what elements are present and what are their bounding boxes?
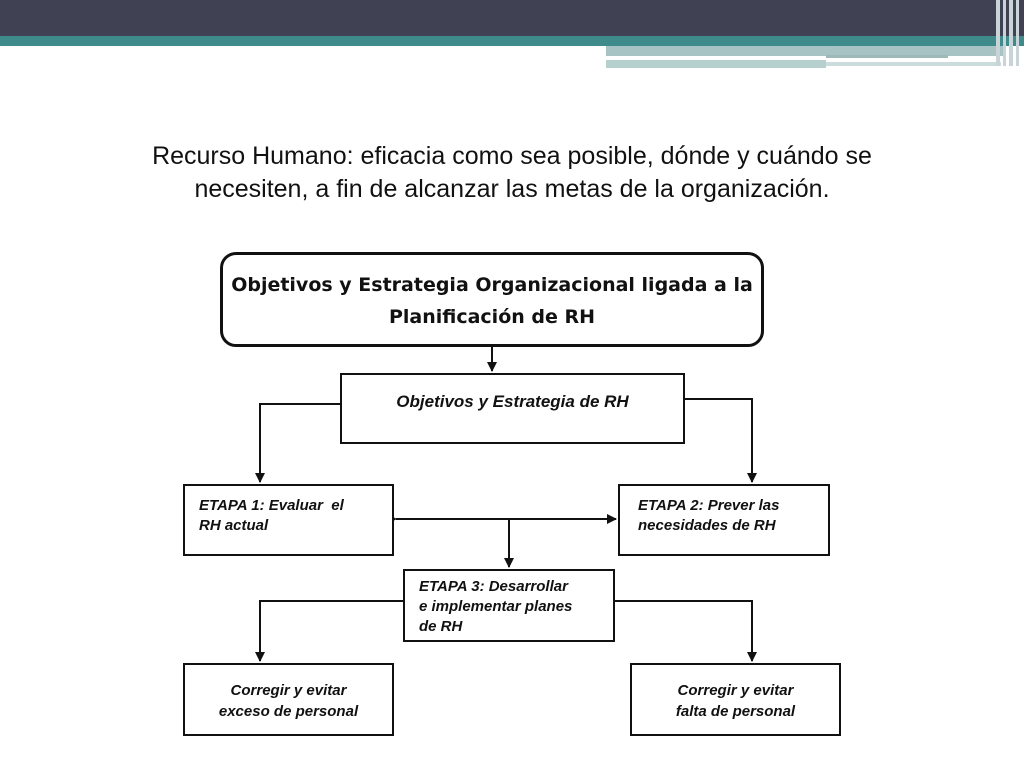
box-corregir-exceso bbox=[183, 663, 394, 736]
slide-heading-line-1: Recurso Humano: eficacia como sea posible, dónde y cuándo se bbox=[152, 142, 872, 170]
box-etapa-1 bbox=[183, 484, 394, 556]
box-top-line-1: Objetivos y Estrategia Organizacional ligada a la bbox=[231, 274, 753, 296]
arrow-etapa3-to-falta bbox=[615, 601, 752, 661]
box-exceso-line-1: Corregir y evitar bbox=[230, 682, 347, 699]
box-etapa1-line-2: RH actual bbox=[199, 517, 269, 534]
box-etapa2-line-2: necesidades de RH bbox=[638, 517, 776, 534]
box-etapa2-line-1: ETAPA 2: Prever las bbox=[638, 497, 780, 514]
box-etapa-2 bbox=[618, 484, 830, 556]
box-exceso-line-2: exceso de personal bbox=[218, 703, 359, 720]
arrow-rh-to-etapa1 bbox=[260, 404, 340, 482]
box-falta-line-2: falta de personal bbox=[675, 703, 796, 720]
box-objetivos-organizacionales bbox=[220, 252, 764, 347]
box-etapa3-line-2: e implementar planes bbox=[419, 598, 573, 615]
box-corregir-falta bbox=[630, 663, 841, 736]
box-top-line-2: Planificación de RH bbox=[388, 306, 596, 328]
box-etapa3-line-1: ETAPA 3: Desarrollar bbox=[419, 578, 568, 595]
arrow-rh-to-etapa2 bbox=[685, 399, 752, 482]
box-etapa1-line-1: ETAPA 1: Evaluar el bbox=[199, 497, 344, 514]
box-objetivos-rh bbox=[340, 373, 685, 444]
box-etapa3-line-3: de RH bbox=[419, 618, 463, 635]
box-rh-label: Objetivos y Estrategia de RH bbox=[396, 392, 629, 411]
arrow-etapa3-to-exceso bbox=[260, 601, 403, 661]
box-etapa-3 bbox=[403, 569, 615, 642]
box-falta-line-1: Corregir y evitar bbox=[677, 682, 794, 699]
slide-heading-line-2: necesiten, a fin de alcanzar las metas de la organización. bbox=[194, 175, 830, 203]
